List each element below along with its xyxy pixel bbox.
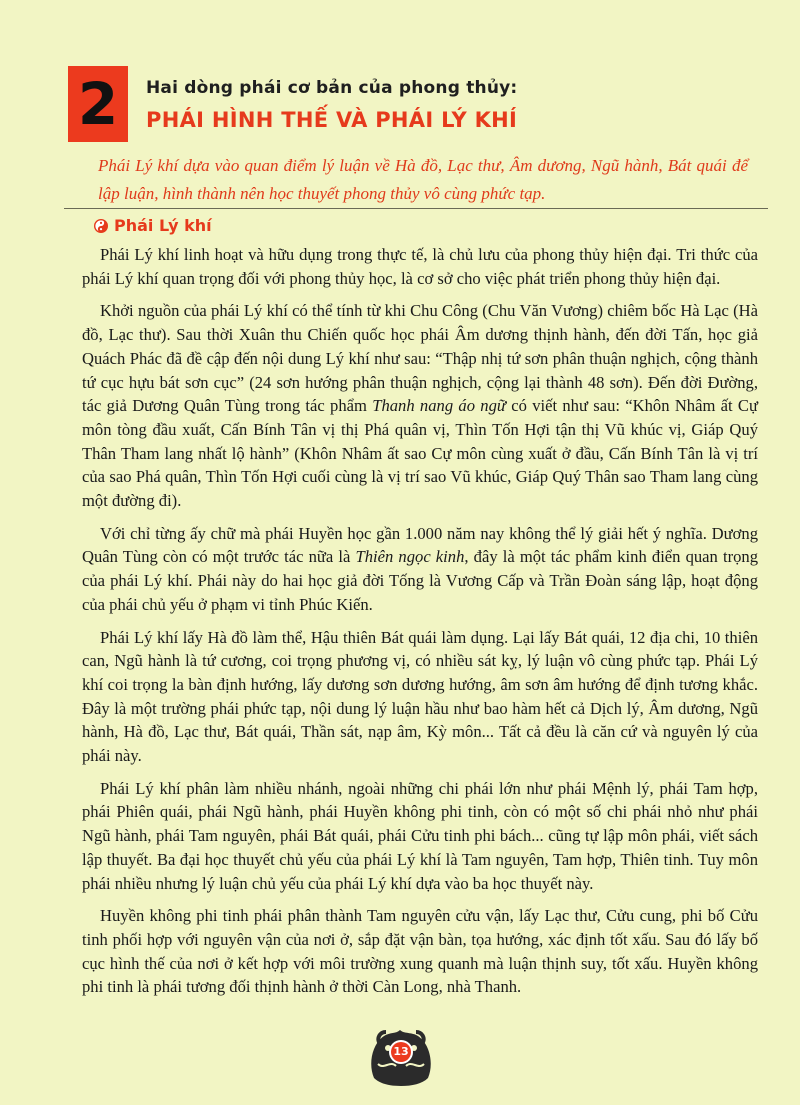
paragraph-text: Phái Lý khí lấy Hà đồ làm thể, Hậu thiên Bát quái làm dụng. Lại lấy Bát quái, 12 địa chi, 10 thiên can, Ngũ hành là tứ cương, coi trọng phương vị, có nhiều sát kỵ, lý luận vô cùng phức tạp. Phái Lý khí coi trọng la bàn định hướng, lấy dương sơn dương hướng, âm sơn âm hướng để định tương khắc. Đây là một trường phái phức tạp, nội dung lý luận hầu như bao hàm hết cả Dịch lý, Âm dương, Ngũ hành, Hà đồ, Lạc thư, Bát quái, Thần sát, nạp âm, Kỳ môn... Tất cả đều là căn cứ và nguyên lý của phái này. [82,627,758,766]
paragraph-text: Huyền không phi tinh phái phân thành Tam nguyên cửu vận, lấy Lạc thư, Cửu cung, phi bố Cửu tinh phối hợp với nguyên vận của nơi ở, sắp đặt vận bàn, tọa hướng, xác định tốt xấu. Sau đó lấy bố cục hình thế của nơi ở kết hợp với môi trường xung quanh mà luận thịnh suy, tốt xấu. Huyền không phi tinh là phái tương đối thịnh hành ở thời Càn Long, nhà Thanh. [82,906,758,997]
paragraph [82,626,758,768]
section-title: Phái Lý khí [114,216,212,235]
body-text [82,243,758,1008]
divider [64,208,768,209]
chapter-number-box [68,66,128,142]
paragraph-text: , đây là một tác phẩm kinh điển quan trọng của phái Lý khí. Phái này do hai học giả đời Tống là Vương Cấp và Trần Đoàn sáng lập, hoạt động của phái chủ yếu ở phạm vi tỉnh Phúc Kiến. [82,547,758,614]
paragraph [82,243,758,290]
chapter-title: PHÁI HÌNH THẾ VÀ PHÁI LÝ KHÍ [146,108,518,132]
book-title: Thanh nang áo ngữ [372,396,506,416]
paragraph-text: có viết như sau: “Khôn Nhâm ất Cự môn tòng đầu xuất, Cấn Bính Tân vị thị Phá quân vị, Thìn Tốn Hợi tận thị Vũ khúc vị, Giáp Quý Thân Tham lang nhất lộ hành” (Khôn Nhâm ất sao Cự môn cùng xuất ở đầu, Cấn Bính Tân là vị trí của sao Phá quân, Thìn Tốn Hợi cuối cùng là vị trí sao Vũ khúc, Giáp Quý Thân sao Tham lang cùng một đường đi). [82,396,758,511]
yin-yang-icon [94,219,108,233]
paragraph-text: Phái Lý khí linh hoạt và hữu dụng trong thực tế, là chủ lưu của phong thủy hiện đại. Tri thức của phái Lý khí quan trọng đối với phong thủy học, là cơ sở cho việc phát triển phong thủy hiện đại. [82,245,758,288]
chapter-subtitle: Hai dòng phái cơ bản của phong thủy: [146,78,518,98]
section-heading [94,216,212,235]
intro-text: Phái Lý khí dựa vào quan điểm lý luận về Hà đồ, Lạc thư, Âm dương, Ngũ hành, Bát quái để lập luận, hình thành nên học thuyết phong thủy vô cùng phức tạp. [98,156,748,203]
paragraph-text: Với chỉ từng ấy chữ mà phái Huyền học gần 1.000 năm nay không thể lý giải hết ý nghĩa. Dương Quân Tùng còn có một trước tác nữa là [82,523,758,567]
paragraph [82,299,758,512]
paragraph [82,777,758,896]
paragraph [82,522,758,617]
page-number: 13 [393,1045,409,1058]
book-title: Thiên ngọc kinh [355,547,465,567]
paragraph-text: Phái Lý khí phân làm nhiều nhánh, ngoài những chi phái lớn như phái Mệnh lý, phái Tam hợp, phái Phiên quái, phái Ngũ hành, phái Huyền không phi tinh, còn có một số chi phái nhỏ như phái Ngũ hành, phái Tam nguyên, phái Bát quái, phái Cửu tinh phi bách... cũng tự lập môn phái, viết sách lập thuyết. Ba đại học thuyết chủ yếu của phái Lý khí là Tam nguyên, Tam hợp, Thiên tinh. Tuy môn phái nhiều nhưng lý luận chủ yếu của phái Lý khí dựa vào ba học thuyết này. [82,778,758,893]
chapter-number: 2 [77,70,119,138]
paragraph-text: Khởi nguồn của phái Lý khí có thể tính từ khi Chu Công (Chu Văn Vương) chiêm bốc Hà Lạc (Hà đồ, Lạc thư). Sau thời Xuân thu Chiến quốc học phái Âm dương thịnh hành, đến đời Tấn, học giả Quách Phác đã đề cập đến nội dung Lý khí như sau: “Thập nhị tứ sơn phân thuận nghịch, cộng thành tứ cục hựu bát sơn cục” (24 sơn hướng phân thuận nghịch, cộng lại thành 48 sơn). Đến đời Đường, tác giả Dương Quân Tùng trong tác phẩm [82,301,758,416]
paragraph [82,904,758,999]
